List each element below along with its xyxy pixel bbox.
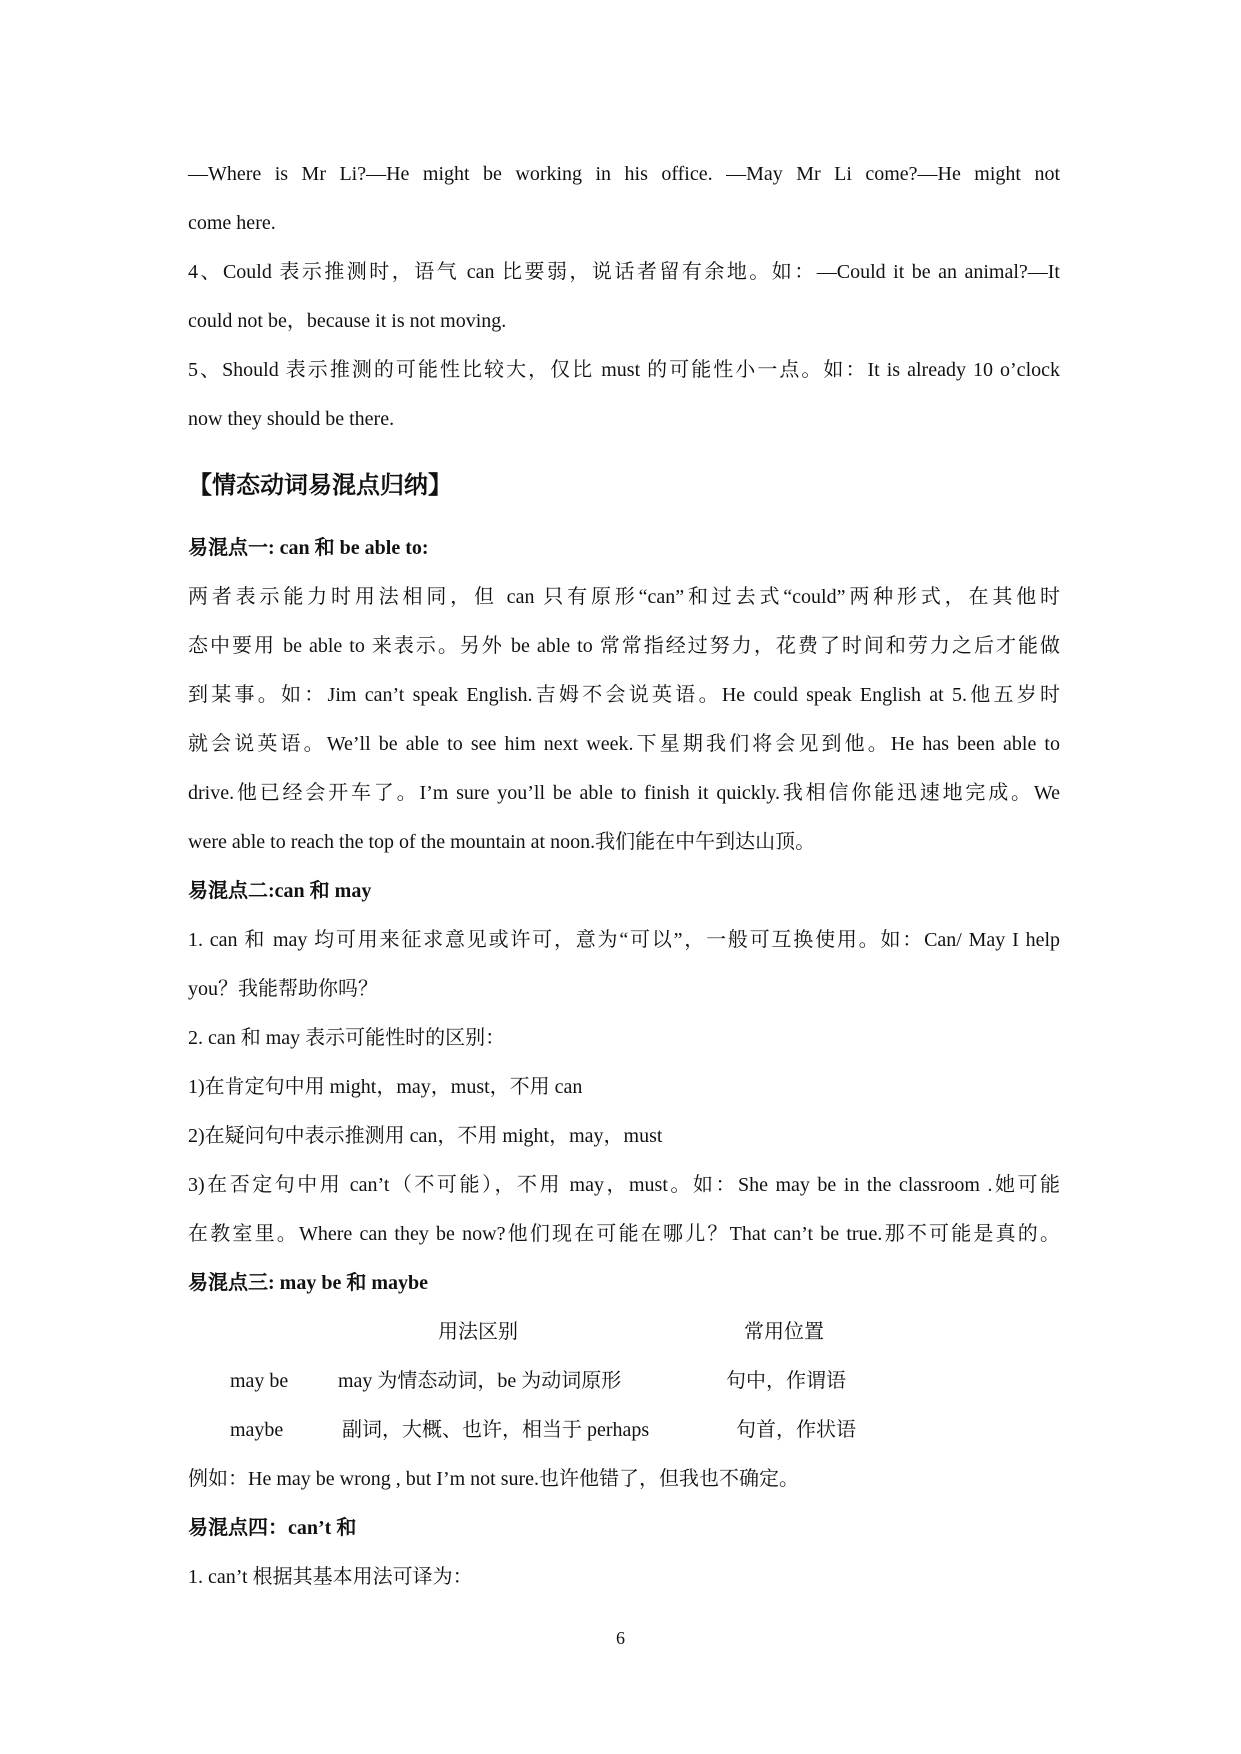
paragraph-line: 1)在肯定句中用 might，may，must，不用 can xyxy=(188,1076,583,1098)
table-cell: maybe xyxy=(230,1419,284,1441)
paragraph-line: 5、Should 表示推测的可能性比较大，仅比 must 的可能性小一点。如：It is already 10 o’clock xyxy=(188,359,1060,381)
section-title: 【情态动词易混点归纳】 xyxy=(188,473,452,499)
point-title: 易混点一: can 和 be able to: xyxy=(188,537,429,559)
paragraph-line: 3)在否定句中用 can’t（不可能），不用 may，must。如：She may be in the classroom .她可能 xyxy=(188,1174,1060,1196)
table-header-row xyxy=(188,1308,1060,1357)
paragraph-line: 2. can 和 may 表示可能性时的区别： xyxy=(188,1027,506,1049)
paragraph-line: 两者表示能力时用法相同，但 can 只有原形“can”和过去式“could”两种形式，在其他时 xyxy=(188,586,1060,608)
table-row xyxy=(188,1357,1060,1406)
point-title: 易混点二:can 和 may xyxy=(188,880,372,902)
paragraph-line: 态中要用 be able to 来表示。另外 be able to 常常指经过努力，花费了时间和劳力之后才能做 xyxy=(188,635,1060,657)
paragraph-line: 1. can’t 根据其基本用法可译为： xyxy=(188,1566,473,1588)
document-page xyxy=(188,150,1060,1602)
table-cell: 句首，作状语 xyxy=(736,1419,856,1441)
table-cell: 副词，大概、也许，相当于 perhaps xyxy=(342,1419,650,1441)
paragraph-line: —Where is Mr Li?—He might be working in his office. —May Mr Li come?—He might not xyxy=(188,163,1060,185)
table-header: 用法区别 xyxy=(438,1321,518,1343)
paragraph-line: now they should be there. xyxy=(188,408,395,430)
paragraph-line: you？我能帮助你吗？ xyxy=(188,978,378,1000)
paragraph-line: 例如：He may be wrong , but I’m not sure.也许他错了，但我也不确定。 xyxy=(188,1468,800,1490)
paragraph-line: 2)在疑问句中表示推测用 can，不用 might，may，must xyxy=(188,1125,663,1147)
point-title: 易混点四：can’t 和 xyxy=(188,1517,357,1539)
table-row xyxy=(188,1406,1060,1455)
paragraph-line: 就会说英语。We’ll be able to see him next week.下星期我们将会见到他。He has been able to xyxy=(188,733,1060,755)
page-number: 6 xyxy=(616,1628,625,1648)
point-title: 易混点三: may be 和 maybe xyxy=(188,1272,428,1294)
table-cell: 句中，作谓语 xyxy=(726,1370,846,1392)
table-cell: may 为情态动词，be 为动词原形 xyxy=(338,1370,622,1392)
paragraph-line: come here. xyxy=(188,212,276,234)
paragraph-line: could not be，because it is not moving. xyxy=(188,310,507,332)
paragraph-line: were able to reach the top of the mountain at noon.我们能在中午到达山顶。 xyxy=(188,831,816,853)
table-cell: may be xyxy=(230,1370,289,1392)
paragraph-line: 到某事。如：Jim can’t speak English.吉姆不会说英语。He could speak English at 5.他五岁时 xyxy=(188,684,1060,706)
paragraph-line: 1. can 和 may 均可用来征求意见或许可，意为“可以”，一般可互换使用。如：Can/ May I help xyxy=(188,929,1060,951)
paragraph-line: 在教室里。Where can they be now?他们现在可能在哪儿？That can’t be true.那不可能是真的。 xyxy=(188,1223,1060,1245)
table-header: 常用位置 xyxy=(744,1321,824,1343)
paragraph-line: drive.他已经会开车了。I’m sure you’ll be able to finish it quickly.我相信你能迅速地完成。We xyxy=(188,782,1060,804)
paragraph-line: 4、Could 表示推测时，语气 can 比要弱，说话者留有余地。如：—Could it be an animal?—It xyxy=(188,261,1060,283)
